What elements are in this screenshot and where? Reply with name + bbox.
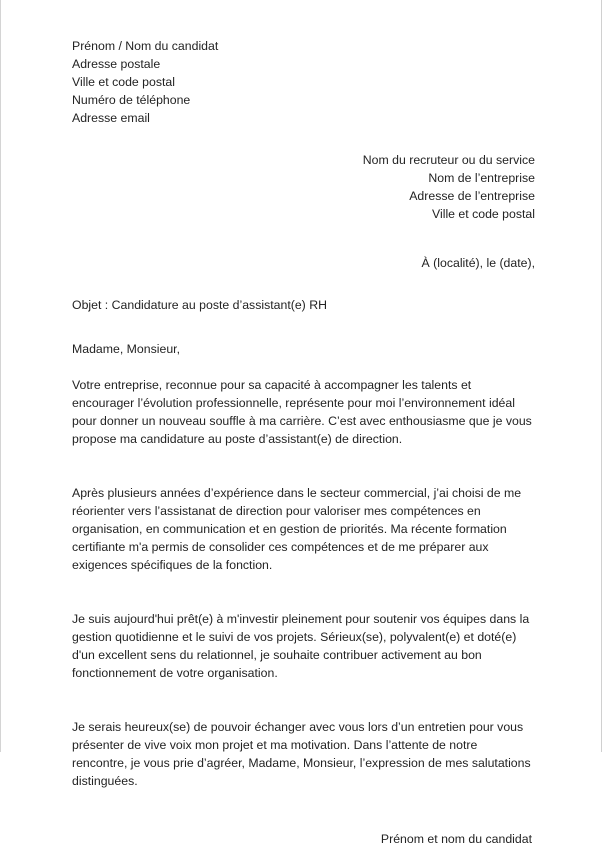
signature-line: Prénom et nom du candidat	[380, 832, 532, 846]
sender-line-email: Adresse email	[72, 111, 150, 125]
sender-line-city: Ville et code postal	[72, 75, 175, 89]
sender-line-phone: Numéro de téléphone	[72, 93, 191, 107]
body-paragraph-3: Je suis aujourd'hui prêt(e) à m'investir pleinement pour soutenir vos équipes dans la gestion quotidienne et le suivi de vos projets. Sérieux(se), polyvalent(e) et doté(e) d'un excellent sens du relationnel, je souhaite contribuer activement au bon fonctionnement de votre organisation.	[72, 612, 533, 680]
body-paragraph-1: Votre entreprise, reconnue pour sa capacité à accompagner les talents et encourager l’évolution professionnelle, représente pour moi l’environnement idéal pour donner un nouveau souffle à ma carrière. C’est avec enthousiasme que je vous propose ma candidature au poste d’assistant(e) de direction.	[72, 378, 536, 446]
sender-line-name: Prénom / Nom du candidat	[72, 39, 219, 53]
body-paragraph-2: Après plusieurs années d’expérience dans le secteur commercial, j’ai choisi de me réorienter vers l’assistanat de direction pour valoriser mes compétences en organisation, en communication et en gestion de priorités. Ma récente formation certifiante m'a permis de consolider ces compétences et de me préparer aux exigences spécifiques de la fonction.	[72, 486, 525, 572]
body-paragraph-4: Je serais heureux(se) de pouvoir échanger avec vous lors d’un entretien pour vous présenter de vive voix mon projet et ma motivation. Dans l’attente de notre rencontre, je vous prie d’agréer, Madame, Monsieur, l’expression de mes salutations distinguées.	[72, 720, 535, 788]
recipient-line-company: Nom de l’entreprise	[428, 171, 535, 185]
sender-line-street: Adresse postale	[72, 57, 161, 71]
recipient-address-block	[72, 151, 535, 223]
recipient-line-street: Adresse de l’entreprise	[409, 189, 535, 203]
recipient-line-contact: Nom du recruteur ou du service	[362, 153, 535, 167]
subject-line: Objet : Candidature au poste d’assistant(e) RH	[72, 298, 327, 312]
recipient-line-city: Ville et code postal	[432, 207, 535, 221]
letter-body	[1, 0, 602, 848]
place-and-date-line: À (localité), le (date),	[421, 256, 535, 270]
sender-address-block	[72, 37, 535, 127]
salutation-line: Madame, Monsieur,	[72, 342, 180, 356]
